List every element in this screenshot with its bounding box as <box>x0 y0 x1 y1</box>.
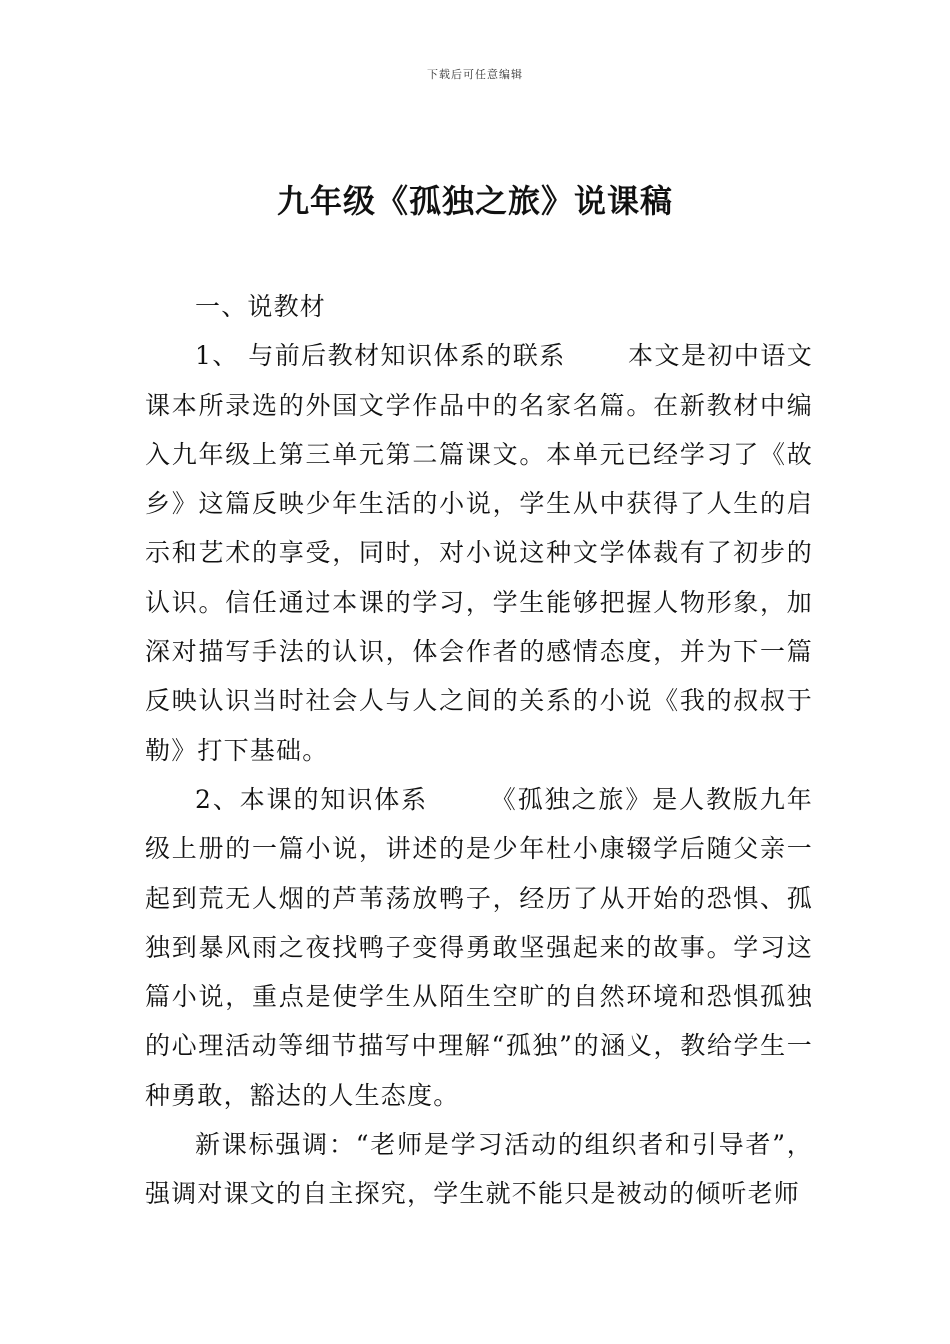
section-heading-textbook: 一、说教材 <box>195 292 327 321</box>
paragraph-knowledge-link <box>145 331 813 775</box>
paragraph-knowledge-system <box>145 775 813 1120</box>
document-title: 九年级《孤独之旅》说课稿 <box>276 182 673 220</box>
document-body <box>145 282 813 1219</box>
header-note: 下载后可任意编辑 <box>427 68 523 81</box>
paragraph-text: 《孤独之旅》是人教版九年级上册的一篇小说，讲述的是少年杜小康辍学后随父亲一起到荒无人烟的芦苇荡放鸭子，经历了从开始的恐惧、孤独到暴风雨之夜找鸭子变得勇敢坚强起来的故事。学习这篇小说，重点是使学生从陌生空旷的自然环境和恐惧孤独的心理活动等细节描写中理解“孤独”的涵义，教给学生一种勇敢，豁达的人生态度。 <box>145 784 813 1110</box>
paragraph-curriculum: 新课标强调：“老师是学习活动的组织者和引导者”，强调对课文的自主探究，学生就不能只是被动的倾听老师 <box>145 1130 813 1209</box>
paragraph-text: 本文是初中语文课本所录选的外国文学作品中的名家名篇。在新教材中编入九年级上第三单元第二篇课文。本单元已经学习了《故乡》这篇反映少年生活的小说，学生从中获得了人生的启示和艺术的享受，同时，对小说这种文学体裁有了初步的认识。信任通过本课的学习，学生能够把握人物形象，加深对描写手法的认识，体会作者的感情态度，并为下一篇反映认识当时社会人与人之间的关系的小说《我的叔叔于勒》打下基础。 <box>145 341 813 765</box>
paragraph-lead: 2、本课的知识体系 <box>195 784 429 814</box>
paragraph-lead: 1、 与前后教材知识体系的联系 <box>195 341 566 371</box>
